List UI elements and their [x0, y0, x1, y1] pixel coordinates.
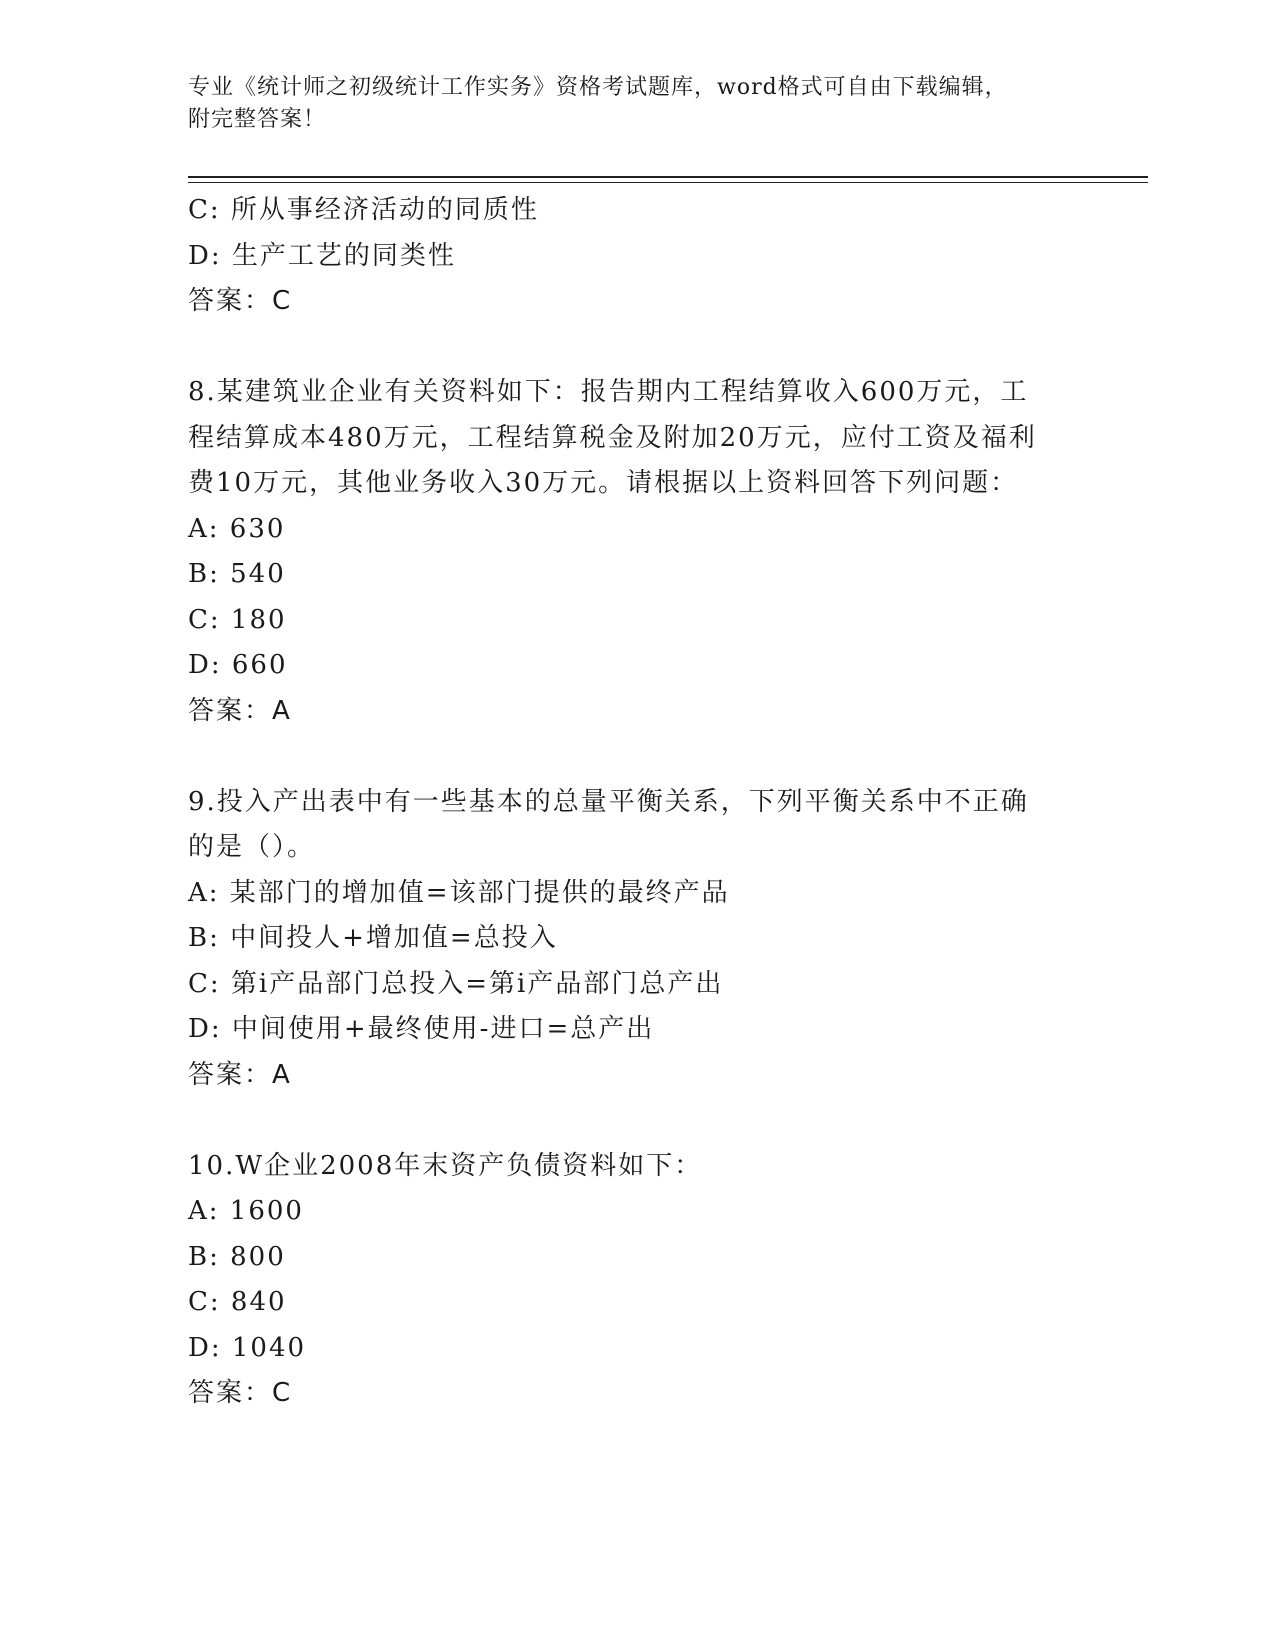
option-c: C: 840 — [188, 1287, 287, 1317]
option-a: A: 630 — [188, 513, 286, 544]
option-b: B: 中间投人+增加值=总投入 — [188, 923, 558, 953]
option-b: B: 540 — [188, 559, 286, 589]
question-text: 费10万元，其他业务收入30万元。请根据以上资料回答下列问题： — [188, 468, 1019, 498]
option-a: A: 1600 — [188, 1196, 304, 1226]
question-8-block — [188, 370, 1088, 734]
answer-line: 答案：A — [188, 695, 292, 726]
spacer — [188, 734, 1088, 780]
option-b: B: 800 — [188, 1241, 286, 1272]
question-text: 程结算成本480万元，工程结算税金及附加20万元，应付工资及福利 — [188, 422, 1037, 453]
answer-line: 答案：A — [188, 1059, 292, 1090]
option-a: A: 某部门的增加值=该部门提供的最终产品 — [188, 877, 730, 908]
header-divider-thick — [188, 176, 1148, 178]
question-text: 的是（）。 — [188, 832, 316, 862]
answer-line: 答案：C — [188, 1378, 293, 1408]
question-10-block — [188, 1144, 1088, 1417]
option-d: D: 中间使用+最终使用-进口=总产出 — [188, 1014, 655, 1044]
question-content — [188, 188, 1088, 1417]
header-line-1: 专业《统计师之初级统计工作实务》资格考试题库，word格式可自由下载编辑， — [188, 75, 1008, 100]
question-text: 10.W企业2008年末资产负债资料如下： — [188, 1150, 703, 1181]
spacer — [188, 325, 1088, 371]
option-c: C: 所从事经济活动的同质性 — [188, 195, 539, 225]
question-text: 9.投入产出表中有一些基本的总量平衡关系，下列平衡关系中不正确 — [188, 786, 1029, 817]
option-d: D: 1040 — [188, 1332, 307, 1363]
answer-line: 答案：C — [188, 286, 293, 316]
previous-question-block — [188, 188, 1088, 325]
question-text: 8.某建筑业企业有关资料如下：报告期内工程结算收入600万元，工 — [188, 377, 1029, 407]
option-c: C: 180 — [188, 604, 287, 635]
header-line-2: 附完整答案！ — [188, 107, 327, 132]
spacer — [188, 1098, 1088, 1144]
option-d: D: 660 — [188, 650, 288, 680]
option-c: C: 第i产品部门总投入=第i产品部门总产出 — [188, 968, 724, 999]
option-d: D: 生产工艺的同类性 — [188, 240, 456, 271]
document-header — [188, 72, 1088, 136]
header-divider-thin — [188, 182, 1148, 183]
question-9-block — [188, 780, 1088, 1099]
